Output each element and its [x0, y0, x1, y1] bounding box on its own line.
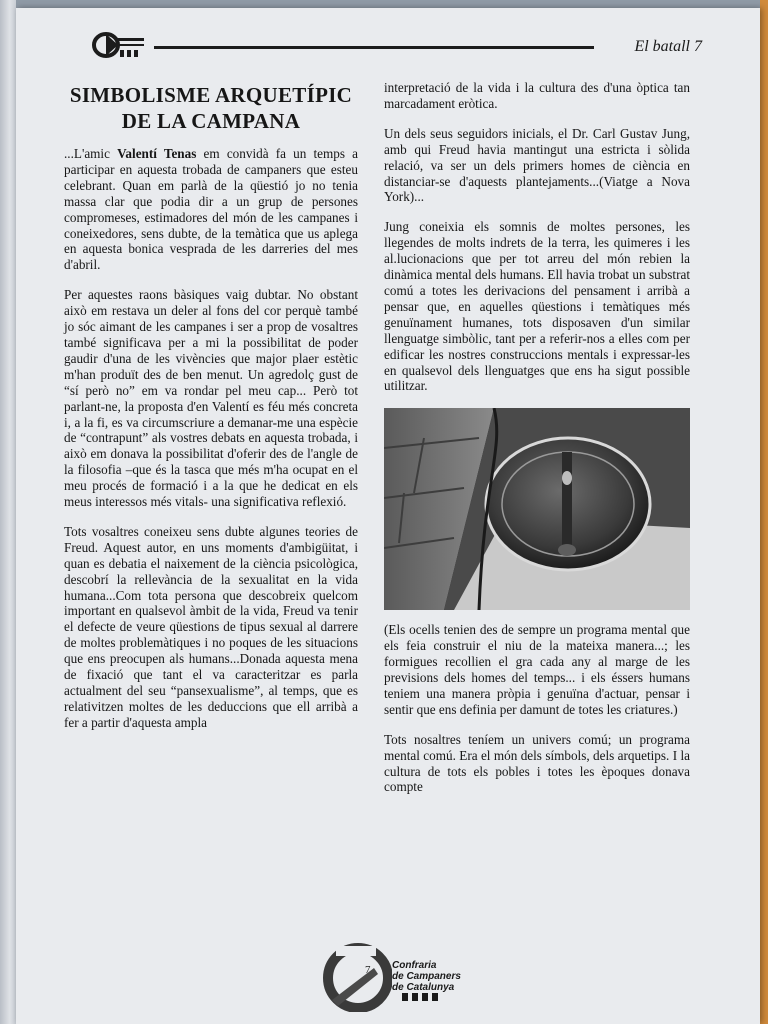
right-paragraph: Un dels seus seguidors inicials, el Dr. Carl Gustav Jung, amb qui Freud havia mantingut una estricta i sòlida relació, va ser un dels primers homes de ciència en distanciar-se d'aquests plantejaments...(Viatge a Nova York)...: [384, 125, 690, 205]
highlighted-name: Valentí Tenas: [117, 146, 197, 161]
article-title: SIMBOLISME ARQUETÍPIC DE LA CAMPANA: [69, 83, 353, 133]
footer-stripes-icon: [392, 993, 442, 1001]
page-footer: [322, 940, 482, 1012]
org-line-2: de Campaners: [392, 971, 461, 982]
org-line-1: Confraria: [392, 960, 437, 971]
right-paragraph: interpretació de la vida i la cultura des d'una òptica tan marcadament eròtica.: [384, 80, 690, 111]
right-paragraphs-bottom: [384, 622, 690, 795]
bell-photo-image: [384, 408, 690, 610]
right-column: [384, 80, 690, 809]
header-title: El batall 7: [634, 38, 702, 55]
left-paragraph: [64, 146, 358, 273]
confraria-logo-icon: [92, 30, 148, 60]
page-binding: [0, 0, 16, 1024]
paragraph-text: Per aquestes raons bàsiques vaig dubtar. No obstant això em restava un deler al fons del cor perquè també jo sóc aimant de les campanes i ser a prop de vosaltres també significava per a mi la possibilitat de poder gaudir d'una de les vivències que major plaer estètic m'han produït des de ben menut. Un agredolç gust de “sí però no” em va rondar pel meu cap... Però tot parlant-ne, la proposta d'en Valentí es féu més concreta i, a la fi, es va circumscriure a demanar-me una espècie de “contrapunt” als vostres debats en aquesta trobada, i això em donava la possibilitat d'oferir des de l'angle de la filosofia –que és la tasca que més m'ha ocupat en el meu procés de formació i a la que he dedicat en els meus interessos més vitals- una significativa reflexió.: [64, 287, 358, 510]
right-paragraph: Jung coneixia els somnis de moltes persones, les llegendes de molts indrets de la terra, les quimeres i les al.lucionacions que per tot arreu del món rebien la dinàmica mental dels humans. Ell havia trobat un substrat comú a totes les derivacions del pensament i arribà a pensar que, en aquelles qüestions i temàtiques més genuïnament humanes, tots disposaven d'un similar llenguatge simbòlic, tant per a referir-nos a elles com per edificar les nostres construccions mentals i expressar-les en qualsevol dels llenguatges que ens ha sigut possible utilitzar.: [384, 219, 690, 394]
page-header: [92, 30, 702, 64]
right-paragraph: Tots nosaltres teníem un univers comú; un programa mental comú. Era el món dels símbols, dels arquetips. I la cultura de tots els pobles i totes les èpoques donava compte: [384, 731, 690, 795]
right-paragraph: (Els ocells tenien des de sempre un programa mental que els feia construir el niu de la mateixa manera...; les formigues recollien el gra cada any al marge de les previsions dels homes del temps... i els éssers humans teniem una manera pròpia i genuïna d'actuar, pensar i sentir que ens definia per damunt de totes les criatures.): [384, 622, 690, 717]
footer-organization: [392, 960, 461, 1004]
desk-edge: [760, 0, 768, 1024]
bell-logo-icon: [322, 940, 392, 1012]
left-column: [64, 82, 358, 745]
bell-photo: [384, 408, 690, 610]
paragraph-lead: ...L'amic: [64, 146, 118, 161]
left-paragraph: [64, 524, 358, 731]
right-paragraphs-top: [384, 80, 690, 394]
paragraph-text: Tots vosaltres coneixeu sens dubte algunes teories de Freud. Aquest autor, en uns moments d'ambigüitat, i quan es debatia el naixement de la ciència psicològica, descobrí la rellevància de la sexualitat en la vida humana...Com tota persona que descobreix quelcom important en qualsevol àmbit de la vida, Freud va tenir el defecte de veure qüestions de tipus sexual al darrere de moltes problemàtiques i no poques de les situacions que ens preocupen als humans...Donada aquesta mena de fixació que tant el va caracteritzar es parla actualment del seu “pansexualisme”, al temps, que es relativitzen moltes de les deduccions que ell arribà a fer a partir d'aquesta ampla: [64, 523, 358, 730]
left-paragraphs: [64, 146, 358, 731]
page-number: 7: [365, 964, 371, 976]
left-paragraph: [64, 287, 358, 510]
header-rule: [154, 46, 594, 49]
org-line-3: de Catalunya: [392, 982, 455, 993]
paragraph-text: em convidà fa un temps a participar en aquesta trobada de campaners que esteu celebrant. Quan em parlà de la qüestió jo no tenia massa clar que podia dir a un grup de persones compromeses, estimadores del món de les campanes i coneixedores, sens dubte, de la temàtica que us aplega en aquesta bonica vesprada de les darreries del mes d'abril.: [64, 146, 359, 273]
